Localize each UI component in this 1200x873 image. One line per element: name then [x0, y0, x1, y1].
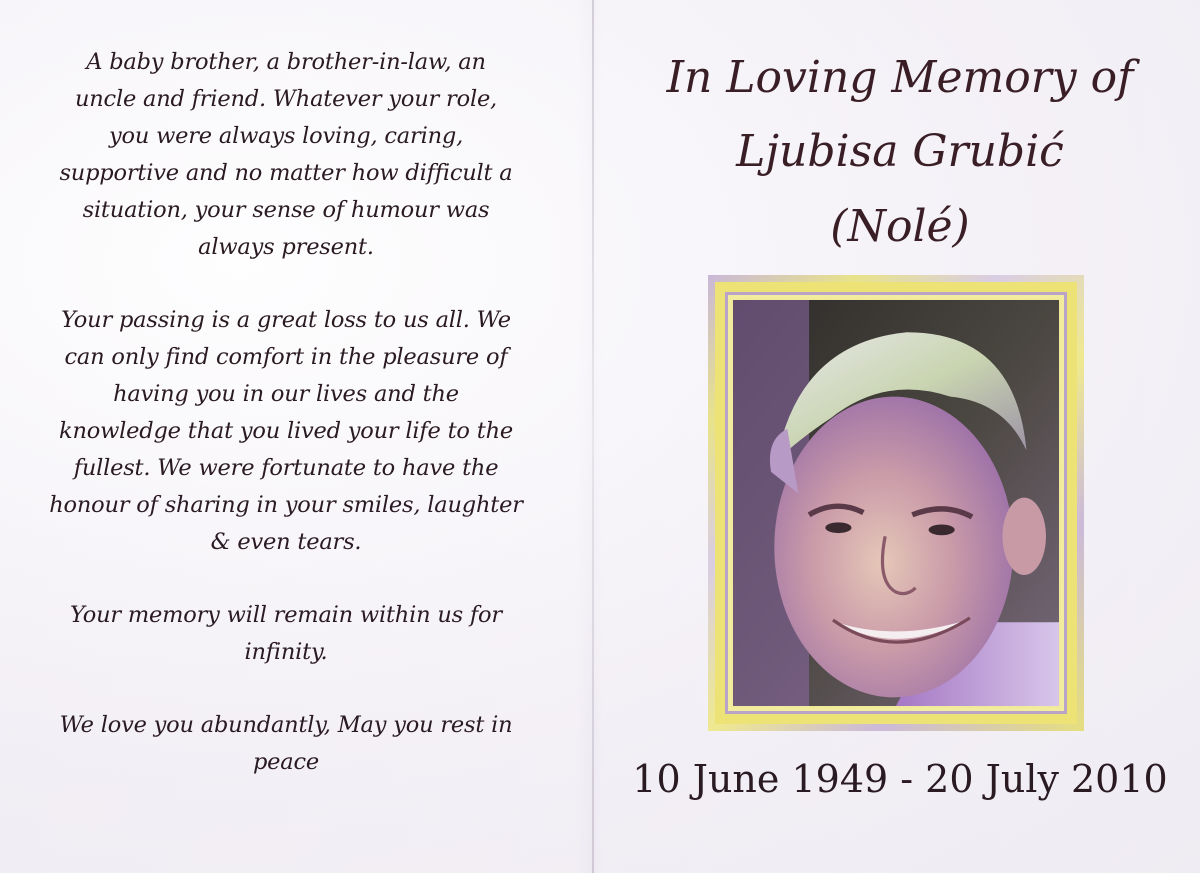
tribute-line: fullest. We were fortunate to have the — [73, 455, 499, 481]
photo-frame — [708, 275, 1084, 731]
tribute-line: supportive and no matter how difficult a — [59, 160, 513, 186]
portrait-photo-icon — [733, 300, 1059, 706]
tribute-line: always present. — [198, 234, 374, 260]
tribute-line: A baby brother, a brother-in-law, an — [86, 49, 486, 75]
card-fold-line — [592, 0, 594, 873]
tribute-line: uncle and friend. Whatever your role, — [74, 86, 498, 112]
memorial-cover-panel — [600, 0, 1200, 873]
tribute-line: having you in our lives and the — [113, 381, 459, 407]
tribute-line: honour of sharing in your smiles, laughter — [49, 492, 523, 518]
tribute-line: situation, your sense of humour was — [82, 197, 490, 223]
tribute-paragraph-2 — [20, 302, 552, 561]
deceased-nickname: (Nolé) — [830, 201, 970, 252]
tribute-line: infinity. — [244, 639, 328, 665]
tribute-paragraph-4 — [20, 707, 552, 781]
tribute-line: Your passing is a great loss to us all. We — [61, 307, 511, 333]
tribute-paragraph-1 — [20, 44, 552, 266]
deceased-name: Ljubisa Grubić — [736, 126, 1064, 177]
tribute-line: can only find comfort in the pleasure of — [64, 344, 508, 370]
tribute-line: Your memory will remain within us for — [70, 602, 502, 628]
tribute-line: knowledge that you lived your life to the — [59, 418, 513, 444]
photo-frame-inner — [715, 282, 1077, 724]
life-dates: 10 June 1949 - 20 July 2010 — [632, 757, 1168, 801]
tribute-line: & even tears. — [210, 529, 362, 555]
memorial-title: In Loving Memory of — [666, 52, 1134, 103]
tribute-line: you were always loving, caring, — [108, 123, 464, 149]
tribute-line: We love you abundantly, May you rest in — [59, 712, 513, 738]
tribute-paragraph-3 — [20, 597, 552, 671]
tribute-line: peace — [252, 749, 320, 775]
tribute-text-panel — [20, 44, 552, 817]
